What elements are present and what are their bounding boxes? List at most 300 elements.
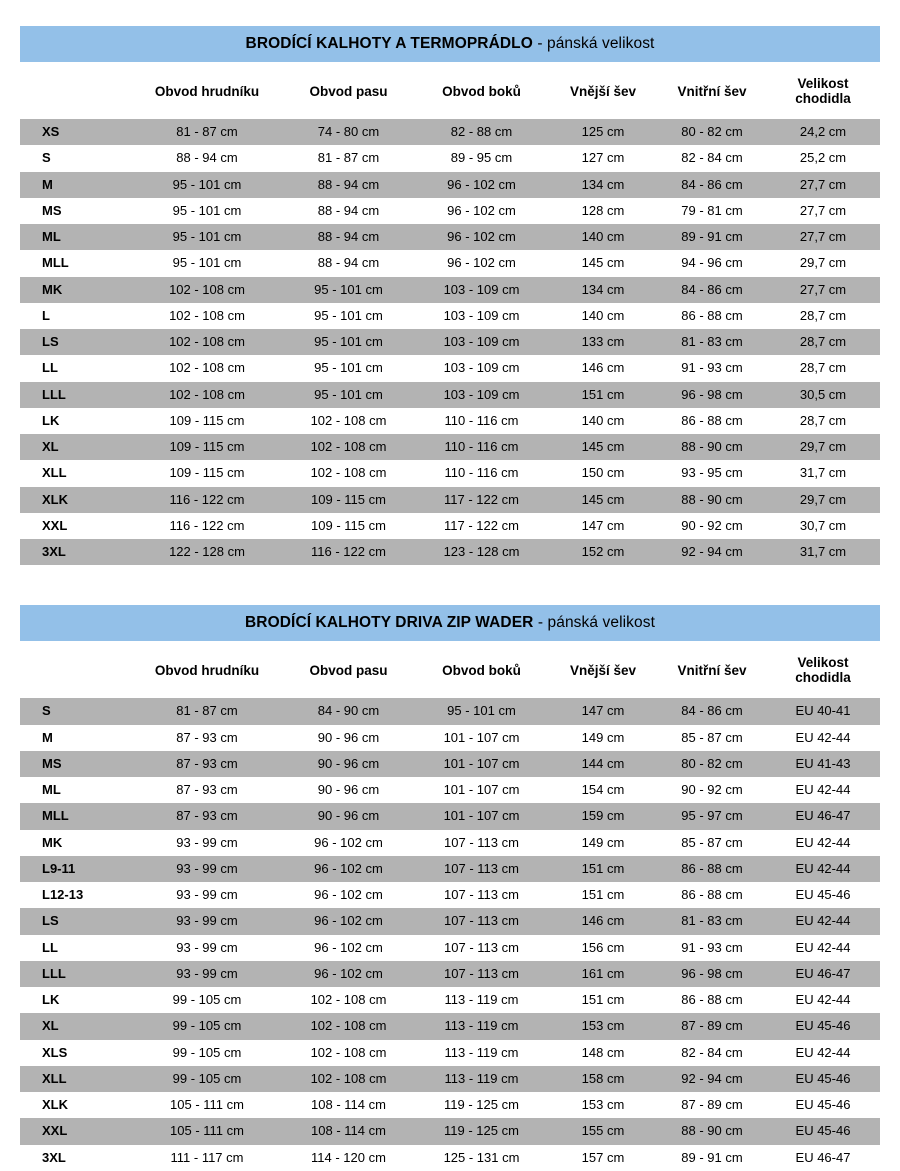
- cell-hips: 113 - 119 cm: [415, 987, 548, 1013]
- cell-foot-size: 28,7 cm: [766, 355, 880, 381]
- cell-hips: 117 - 122 cm: [415, 487, 548, 513]
- cell-foot-size: EU 42-44: [766, 777, 880, 803]
- cell-waist: 81 - 87 cm: [282, 145, 415, 171]
- cell-inseam: 95 - 97 cm: [658, 803, 766, 829]
- cell-size: LL: [20, 935, 132, 961]
- cell-size: XXL: [20, 1118, 132, 1144]
- cell-foot-size: EU 42-44: [766, 830, 880, 856]
- cell-waist: 96 - 102 cm: [282, 961, 415, 987]
- table-row: [20, 355, 880, 381]
- cell-waist: 95 - 101 cm: [282, 382, 415, 408]
- cell-inseam: 94 - 96 cm: [658, 250, 766, 276]
- cell-chest: 87 - 93 cm: [132, 777, 282, 803]
- cell-chest: 109 - 115 cm: [132, 434, 282, 460]
- cell-foot-size: 27,7 cm: [766, 224, 880, 250]
- cell-hips: 113 - 119 cm: [415, 1040, 548, 1066]
- table-title-1-rest: - pánská velikost: [532, 35, 655, 52]
- cell-foot-size: EU 42-44: [766, 1040, 880, 1066]
- cell-hips: 113 - 119 cm: [415, 1066, 548, 1092]
- column-header-inseam: Vnitřní šev: [658, 641, 766, 698]
- cell-chest: 111 - 117 cm: [132, 1145, 282, 1171]
- cell-waist: 102 - 108 cm: [282, 1013, 415, 1039]
- cell-waist: 90 - 96 cm: [282, 777, 415, 803]
- cell-foot-size: 28,7 cm: [766, 329, 880, 355]
- cell-foot-size: EU 42-44: [766, 935, 880, 961]
- table-row: [20, 751, 880, 777]
- cell-waist: 96 - 102 cm: [282, 856, 415, 882]
- cell-outseam: 151 cm: [548, 856, 658, 882]
- cell-hips: 103 - 109 cm: [415, 355, 548, 381]
- table-row: [20, 172, 880, 198]
- cell-outseam: 147 cm: [548, 698, 658, 724]
- cell-chest: 81 - 87 cm: [132, 119, 282, 145]
- cell-size: XL: [20, 434, 132, 460]
- cell-foot-size: EU 42-44: [766, 856, 880, 882]
- table-row: [20, 1092, 880, 1118]
- cell-chest: 102 - 108 cm: [132, 277, 282, 303]
- cell-size: 3XL: [20, 1145, 132, 1171]
- cell-hips: 96 - 102 cm: [415, 250, 548, 276]
- cell-foot-size: EU 46-47: [766, 961, 880, 987]
- column-header-waist: Obvod pasu: [282, 641, 415, 698]
- cell-size: XLL: [20, 1066, 132, 1092]
- cell-size: M: [20, 725, 132, 751]
- cell-waist: 102 - 108 cm: [282, 987, 415, 1013]
- cell-inseam: 87 - 89 cm: [658, 1013, 766, 1039]
- cell-size: S: [20, 145, 132, 171]
- cell-hips: 119 - 125 cm: [415, 1118, 548, 1144]
- cell-chest: 99 - 105 cm: [132, 1066, 282, 1092]
- cell-outseam: 134 cm: [548, 172, 658, 198]
- table-row: [20, 882, 880, 908]
- cell-hips: 103 - 109 cm: [415, 277, 548, 303]
- cell-size: XS: [20, 119, 132, 145]
- cell-waist: 108 - 114 cm: [282, 1092, 415, 1118]
- cell-hips: 125 - 131 cm: [415, 1145, 548, 1171]
- table-row: [20, 487, 880, 513]
- cell-hips: 113 - 119 cm: [415, 1013, 548, 1039]
- cell-waist: 102 - 108 cm: [282, 434, 415, 460]
- cell-waist: 95 - 101 cm: [282, 329, 415, 355]
- table-row: [20, 119, 880, 145]
- cell-outseam: 156 cm: [548, 935, 658, 961]
- table-head-2: [20, 641, 880, 698]
- cell-outseam: 151 cm: [548, 882, 658, 908]
- cell-foot-size: EU 45-46: [766, 1092, 880, 1118]
- cell-hips: 107 - 113 cm: [415, 830, 548, 856]
- table-row: [20, 408, 880, 434]
- cell-waist: 102 - 108 cm: [282, 408, 415, 434]
- cell-inseam: 88 - 90 cm: [658, 487, 766, 513]
- table-row: [20, 303, 880, 329]
- cell-hips: 119 - 125 cm: [415, 1092, 548, 1118]
- cell-outseam: 145 cm: [548, 434, 658, 460]
- table-row: [20, 1145, 880, 1171]
- cell-size: XXL: [20, 513, 132, 539]
- cell-hips: 107 - 113 cm: [415, 882, 548, 908]
- cell-waist: 108 - 114 cm: [282, 1118, 415, 1144]
- cell-inseam: 89 - 91 cm: [658, 224, 766, 250]
- cell-foot-size: EU 42-44: [766, 725, 880, 751]
- cell-hips: 101 - 107 cm: [415, 803, 548, 829]
- table-row: [20, 382, 880, 408]
- table-row: [20, 329, 880, 355]
- cell-hips: 95 - 101 cm: [415, 698, 548, 724]
- cell-outseam: 145 cm: [548, 487, 658, 513]
- column-header-chest: Obvod hrudníku: [132, 62, 282, 119]
- cell-size: LS: [20, 908, 132, 934]
- table-row: [20, 777, 880, 803]
- cell-waist: 96 - 102 cm: [282, 830, 415, 856]
- cell-inseam: 91 - 93 cm: [658, 355, 766, 381]
- cell-outseam: 149 cm: [548, 830, 658, 856]
- cell-waist: 109 - 115 cm: [282, 513, 415, 539]
- cell-waist: 116 - 122 cm: [282, 539, 415, 565]
- cell-waist: 88 - 94 cm: [282, 224, 415, 250]
- cell-hips: 123 - 128 cm: [415, 539, 548, 565]
- cell-outseam: 153 cm: [548, 1013, 658, 1039]
- cell-outseam: 128 cm: [548, 198, 658, 224]
- cell-outseam: 151 cm: [548, 382, 658, 408]
- cell-size: MS: [20, 751, 132, 777]
- cell-inseam: 86 - 88 cm: [658, 987, 766, 1013]
- column-header-chest: Obvod hrudníku: [132, 641, 282, 698]
- cell-size: LL: [20, 355, 132, 381]
- cell-inseam: 84 - 86 cm: [658, 698, 766, 724]
- cell-hips: 96 - 102 cm: [415, 172, 548, 198]
- cell-size: L9-11: [20, 856, 132, 882]
- cell-size: MK: [20, 277, 132, 303]
- table-row: [20, 725, 880, 751]
- table-row: [20, 856, 880, 882]
- cell-size: LK: [20, 408, 132, 434]
- column-header-hips: Obvod boků: [415, 641, 548, 698]
- column-header-waist: Obvod pasu: [282, 62, 415, 119]
- cell-inseam: 85 - 87 cm: [658, 725, 766, 751]
- cell-hips: 107 - 113 cm: [415, 908, 548, 934]
- cell-outseam: 134 cm: [548, 277, 658, 303]
- table-row: [20, 198, 880, 224]
- cell-inseam: 88 - 90 cm: [658, 1118, 766, 1144]
- column-header-outseam: Vnější šev: [548, 641, 658, 698]
- table-row: [20, 908, 880, 934]
- cell-inseam: 90 - 92 cm: [658, 777, 766, 803]
- cell-outseam: 152 cm: [548, 539, 658, 565]
- table-title-2-bold: BRODÍCÍ KALHOTY DRIVA ZIP WADER: [245, 614, 534, 632]
- cell-chest: 95 - 101 cm: [132, 172, 282, 198]
- cell-inseam: 80 - 82 cm: [658, 119, 766, 145]
- cell-waist: 109 - 115 cm: [282, 487, 415, 513]
- cell-size: L12-13: [20, 882, 132, 908]
- cell-chest: 87 - 93 cm: [132, 725, 282, 751]
- cell-outseam: 147 cm: [548, 513, 658, 539]
- cell-chest: 116 - 122 cm: [132, 513, 282, 539]
- cell-inseam: 87 - 89 cm: [658, 1092, 766, 1118]
- cell-foot-size: EU 41-43: [766, 751, 880, 777]
- cell-chest: 88 - 94 cm: [132, 145, 282, 171]
- cell-outseam: 154 cm: [548, 777, 658, 803]
- cell-size: XLK: [20, 1092, 132, 1118]
- cell-chest: 95 - 101 cm: [132, 224, 282, 250]
- cell-outseam: 125 cm: [548, 119, 658, 145]
- cell-hips: 117 - 122 cm: [415, 513, 548, 539]
- cell-waist: 90 - 96 cm: [282, 803, 415, 829]
- cell-foot-size: EU 45-46: [766, 1013, 880, 1039]
- cell-waist: 102 - 108 cm: [282, 460, 415, 486]
- cell-chest: 81 - 87 cm: [132, 698, 282, 724]
- table-row: [20, 250, 880, 276]
- cell-foot-size: EU 40-41: [766, 698, 880, 724]
- cell-outseam: 161 cm: [548, 961, 658, 987]
- cell-waist: 95 - 101 cm: [282, 303, 415, 329]
- header-row: [20, 641, 880, 698]
- table-row: [20, 1040, 880, 1066]
- cell-size: S: [20, 698, 132, 724]
- cell-inseam: 91 - 93 cm: [658, 935, 766, 961]
- cell-waist: 95 - 101 cm: [282, 355, 415, 381]
- cell-hips: 103 - 109 cm: [415, 382, 548, 408]
- cell-chest: 105 - 111 cm: [132, 1118, 282, 1144]
- cell-inseam: 81 - 83 cm: [658, 908, 766, 934]
- cell-outseam: 157 cm: [548, 1145, 658, 1171]
- table-row: [20, 539, 880, 565]
- table-row: [20, 1013, 880, 1039]
- cell-inseam: 92 - 94 cm: [658, 1066, 766, 1092]
- cell-hips: 103 - 109 cm: [415, 329, 548, 355]
- cell-inseam: 85 - 87 cm: [658, 830, 766, 856]
- cell-foot-size: EU 42-44: [766, 987, 880, 1013]
- size-table-driva-zip-wader: [20, 605, 880, 1171]
- cell-outseam: 145 cm: [548, 250, 658, 276]
- cell-waist: 114 - 120 cm: [282, 1145, 415, 1171]
- cell-chest: 93 - 99 cm: [132, 856, 282, 882]
- cell-waist: 95 - 101 cm: [282, 277, 415, 303]
- cell-foot-size: 28,7 cm: [766, 408, 880, 434]
- cell-waist: 102 - 108 cm: [282, 1040, 415, 1066]
- cell-inseam: 79 - 81 cm: [658, 198, 766, 224]
- cell-inseam: 81 - 83 cm: [658, 329, 766, 355]
- cell-inseam: 88 - 90 cm: [658, 434, 766, 460]
- cell-chest: 102 - 108 cm: [132, 382, 282, 408]
- cell-inseam: 86 - 88 cm: [658, 856, 766, 882]
- cell-chest: 99 - 105 cm: [132, 1013, 282, 1039]
- cell-chest: 102 - 108 cm: [132, 355, 282, 381]
- table-row: [20, 145, 880, 171]
- column-header-hips: Obvod boků: [415, 62, 548, 119]
- cell-hips: 107 - 113 cm: [415, 856, 548, 882]
- cell-size: MLL: [20, 250, 132, 276]
- cell-outseam: 140 cm: [548, 224, 658, 250]
- cell-waist: 90 - 96 cm: [282, 751, 415, 777]
- cell-chest: 102 - 108 cm: [132, 329, 282, 355]
- cell-outseam: 133 cm: [548, 329, 658, 355]
- cell-foot-size: 24,2 cm: [766, 119, 880, 145]
- cell-waist: 84 - 90 cm: [282, 698, 415, 724]
- cell-waist: 88 - 94 cm: [282, 172, 415, 198]
- cell-outseam: 144 cm: [548, 751, 658, 777]
- cell-size: XLK: [20, 487, 132, 513]
- cell-size: LS: [20, 329, 132, 355]
- cell-chest: 87 - 93 cm: [132, 803, 282, 829]
- table-row: [20, 987, 880, 1013]
- cell-hips: 107 - 113 cm: [415, 935, 548, 961]
- cell-outseam: 127 cm: [548, 145, 658, 171]
- cell-chest: 105 - 111 cm: [132, 1092, 282, 1118]
- cell-foot-size: EU 46-47: [766, 1145, 880, 1171]
- cell-chest: 116 - 122 cm: [132, 487, 282, 513]
- column-header-size: [20, 62, 132, 119]
- cell-size: LLL: [20, 382, 132, 408]
- cell-chest: 93 - 99 cm: [132, 961, 282, 987]
- cell-outseam: 140 cm: [548, 408, 658, 434]
- table-body-2: [20, 698, 880, 1171]
- cell-size: XLL: [20, 460, 132, 486]
- cell-foot-size: EU 42-44: [766, 908, 880, 934]
- cell-outseam: 146 cm: [548, 355, 658, 381]
- cell-foot-size: 30,5 cm: [766, 382, 880, 408]
- cell-waist: 96 - 102 cm: [282, 882, 415, 908]
- table-row: [20, 961, 880, 987]
- cell-chest: 122 - 128 cm: [132, 539, 282, 565]
- cell-hips: 101 - 107 cm: [415, 725, 548, 751]
- cell-waist: 96 - 102 cm: [282, 935, 415, 961]
- column-header-size: [20, 641, 132, 698]
- cell-inseam: 86 - 88 cm: [658, 303, 766, 329]
- cell-hips: 110 - 116 cm: [415, 460, 548, 486]
- cell-outseam: 153 cm: [548, 1092, 658, 1118]
- cell-foot-size: 31,7 cm: [766, 539, 880, 565]
- cell-chest: 93 - 99 cm: [132, 882, 282, 908]
- table-title-2: [20, 605, 880, 641]
- cell-inseam: 82 - 84 cm: [658, 145, 766, 171]
- cell-hips: 89 - 95 cm: [415, 145, 548, 171]
- cell-foot-size: 31,7 cm: [766, 460, 880, 486]
- cell-chest: 99 - 105 cm: [132, 1040, 282, 1066]
- cell-outseam: 150 cm: [548, 460, 658, 486]
- cell-outseam: 159 cm: [548, 803, 658, 829]
- cell-inseam: 93 - 95 cm: [658, 460, 766, 486]
- cell-outseam: 158 cm: [548, 1066, 658, 1092]
- cell-inseam: 86 - 88 cm: [658, 408, 766, 434]
- cell-outseam: 140 cm: [548, 303, 658, 329]
- cell-size: ML: [20, 777, 132, 803]
- table-row: [20, 1118, 880, 1144]
- cell-size: XLS: [20, 1040, 132, 1066]
- cell-inseam: 92 - 94 cm: [658, 539, 766, 565]
- cell-outseam: 149 cm: [548, 725, 658, 751]
- cell-outseam: 151 cm: [548, 987, 658, 1013]
- cell-inseam: 89 - 91 cm: [658, 1145, 766, 1171]
- table-title-1-bold: BRODÍCÍ KALHOTY A TERMOPRÁDLO: [245, 35, 533, 52]
- cell-hips: 96 - 102 cm: [415, 224, 548, 250]
- table-row: [20, 513, 880, 539]
- cell-foot-size: 27,7 cm: [766, 172, 880, 198]
- cell-chest: 99 - 105 cm: [132, 987, 282, 1013]
- cell-foot-size: 27,7 cm: [766, 198, 880, 224]
- cell-waist: 90 - 96 cm: [282, 725, 415, 751]
- cell-outseam: 146 cm: [548, 908, 658, 934]
- table-row: [20, 1066, 880, 1092]
- table-title-1: [20, 26, 880, 62]
- cell-chest: 95 - 101 cm: [132, 250, 282, 276]
- table-row: [20, 460, 880, 486]
- cell-size: MS: [20, 198, 132, 224]
- cell-size: 3XL: [20, 539, 132, 565]
- table-row: [20, 803, 880, 829]
- cell-inseam: 82 - 84 cm: [658, 1040, 766, 1066]
- cell-foot-size: 27,7 cm: [766, 277, 880, 303]
- table-row: [20, 935, 880, 961]
- cell-size: XL: [20, 1013, 132, 1039]
- column-header-outseam: Vnější šev: [548, 62, 658, 119]
- table-head-1: [20, 62, 880, 119]
- cell-inseam: 90 - 92 cm: [658, 513, 766, 539]
- cell-size: MK: [20, 830, 132, 856]
- cell-chest: 93 - 99 cm: [132, 830, 282, 856]
- table-row: [20, 434, 880, 460]
- cell-foot-size: 29,7 cm: [766, 434, 880, 460]
- cell-inseam: 96 - 98 cm: [658, 961, 766, 987]
- cell-foot-size: 25,2 cm: [766, 145, 880, 171]
- cell-chest: 87 - 93 cm: [132, 751, 282, 777]
- cell-size: LLL: [20, 961, 132, 987]
- cell-foot-size: 28,7 cm: [766, 303, 880, 329]
- cell-foot-size: EU 45-46: [766, 1118, 880, 1144]
- column-header-inseam: Vnitřní šev: [658, 62, 766, 119]
- cell-size: LK: [20, 987, 132, 1013]
- cell-inseam: 80 - 82 cm: [658, 751, 766, 777]
- size-table-wading-trousers-thermal: [20, 26, 880, 565]
- cell-foot-size: 30,7 cm: [766, 513, 880, 539]
- cell-hips: 107 - 113 cm: [415, 961, 548, 987]
- cell-chest: 109 - 115 cm: [132, 460, 282, 486]
- cell-outseam: 148 cm: [548, 1040, 658, 1066]
- table-body-1: [20, 119, 880, 565]
- cell-waist: 88 - 94 cm: [282, 250, 415, 276]
- cell-waist: 88 - 94 cm: [282, 198, 415, 224]
- cell-hips: 103 - 109 cm: [415, 303, 548, 329]
- cell-size: MLL: [20, 803, 132, 829]
- cell-chest: 95 - 101 cm: [132, 198, 282, 224]
- cell-foot-size: 29,7 cm: [766, 487, 880, 513]
- cell-inseam: 84 - 86 cm: [658, 172, 766, 198]
- cell-size: M: [20, 172, 132, 198]
- cell-size: ML: [20, 224, 132, 250]
- column-header-foot-size: Velikost chodidla: [766, 641, 880, 698]
- cell-waist: 74 - 80 cm: [282, 119, 415, 145]
- cell-inseam: 84 - 86 cm: [658, 277, 766, 303]
- table-row: [20, 277, 880, 303]
- table-title-2-rest: - pánská velikost: [533, 614, 655, 632]
- cell-foot-size: EU 46-47: [766, 803, 880, 829]
- cell-hips: 101 - 107 cm: [415, 777, 548, 803]
- table-row: [20, 698, 880, 724]
- cell-inseam: 96 - 98 cm: [658, 382, 766, 408]
- cell-waist: 102 - 108 cm: [282, 1066, 415, 1092]
- table-row: [20, 830, 880, 856]
- header-row: [20, 62, 880, 119]
- cell-inseam: 86 - 88 cm: [658, 882, 766, 908]
- cell-foot-size: EU 45-46: [766, 882, 880, 908]
- cell-size: L: [20, 303, 132, 329]
- cell-chest: 93 - 99 cm: [132, 935, 282, 961]
- cell-chest: 102 - 108 cm: [132, 303, 282, 329]
- column-header-foot-size: Velikost chodidla: [766, 62, 880, 119]
- cell-hips: 82 - 88 cm: [415, 119, 548, 145]
- cell-chest: 93 - 99 cm: [132, 908, 282, 934]
- cell-foot-size: 29,7 cm: [766, 250, 880, 276]
- cell-foot-size: EU 45-46: [766, 1066, 880, 1092]
